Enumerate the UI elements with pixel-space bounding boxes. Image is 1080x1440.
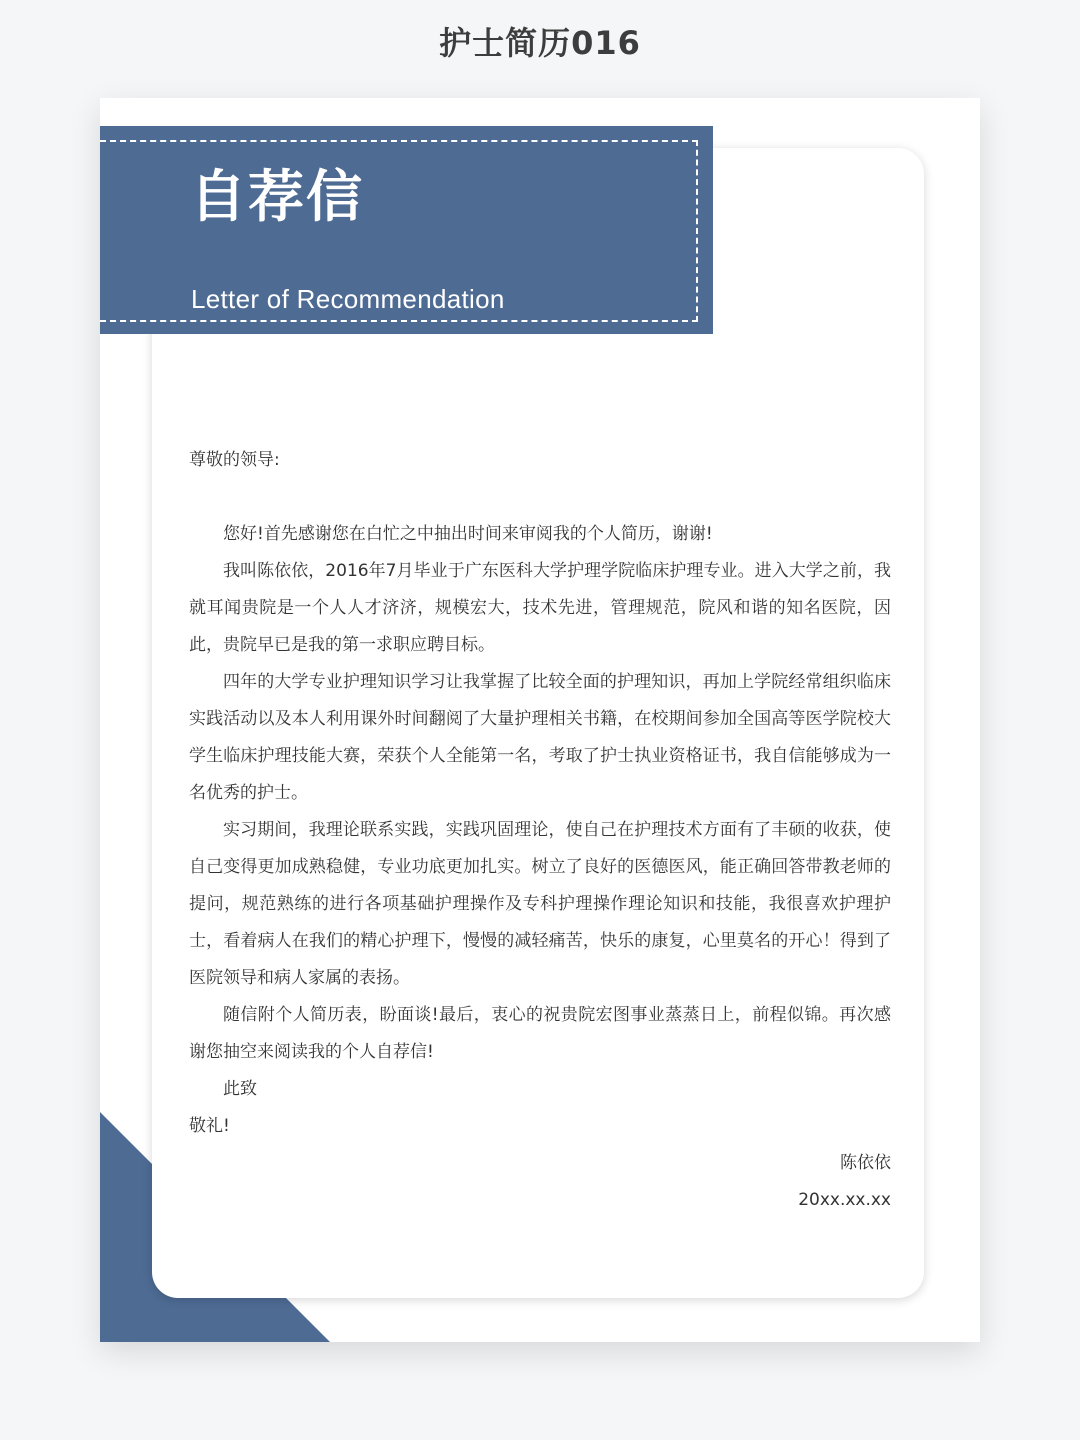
paragraph-closing-remarks: 随信附个人简历表，盼面谈!最后，衷心的祝贵院宏图事业蒸蒸日上，前程似锦。再次感谢您抽空来阅读我的个人自荐信! (189, 1005, 891, 1062)
paragraph-introduction: 我叫陈依依，2016年7月毕业于广东医科大学护理学院临床护理专业。进入大学之前，我就耳闻贵院是一个人人才济济，规模宏大，技术先进，管理规范，院风和谐的知名医院，因此，贵院早已是我的第一求职应聘目标。 (189, 561, 891, 655)
regards: 敬礼! (189, 1116, 230, 1136)
signature-date: 20xx.xx.xx (798, 1190, 891, 1210)
paragraph-education: 四年的大学专业护理知识学习让我掌握了比较全面的护理知识，再加上学院经常组织临床实践活动以及本人利用课外时间翻阅了大量护理相关书籍，在校期间参加全国高等医学院校大学生临床护理技能大赛，荣获个人全能第一名，考取了护士执业资格证书，我自信能够成为一名优秀的护士。 (189, 672, 891, 803)
letter-body (189, 442, 891, 1219)
paragraph-internship: 实习期间，我理论联系实践，实践巩固理论，使自己在护理技术方面有了丰硕的收获，使自己变得更加成熟稳健，专业功底更加扎实。树立了良好的医德医风，能正确回答带教老师的提问，规范熟练的进行各项基础护理操作及专科护理操作理论知识和技能，我很喜欢护理护士，看着病人在我们的精心护理下，慢慢的减轻痛苦，快乐的康复，心里莫名的开心！得到了医院领导和病人家属的表扬。 (189, 820, 891, 988)
salutation: 尊敬的领导: (189, 450, 280, 470)
paragraph-greeting: 您好!首先感谢您在白忙之中抽出时间来审阅我的个人简历，谢谢! (223, 524, 713, 544)
resume-sheet (100, 98, 980, 1342)
letter-title: 自荐信 (190, 165, 364, 230)
letter-subtitle: Letter of Recommendation (191, 284, 505, 314)
page-caption: 护士简历016 (439, 24, 641, 62)
closing-phrase: 此致 (223, 1079, 257, 1099)
header-banner (100, 126, 713, 334)
signature-name: 陈依依 (840, 1153, 891, 1173)
